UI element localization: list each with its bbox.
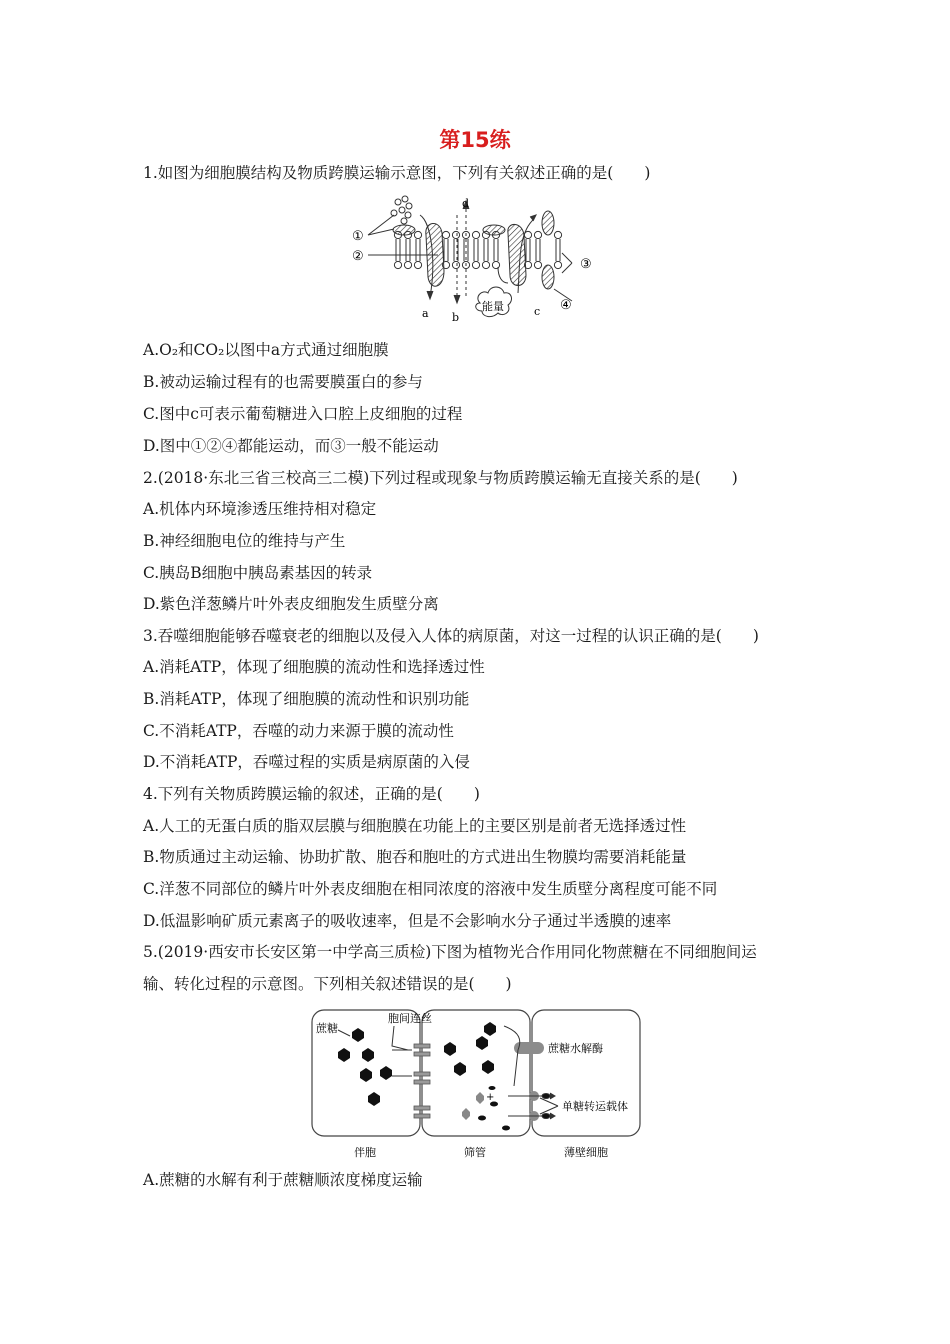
letter-b: b: [452, 311, 460, 324]
q1-option-d: D.图中①②④都能运动，而③一般不能运动: [143, 437, 439, 455]
q1-stem: 1.如图为细胞膜结构及物质跨膜运输示意图，下列有关叙述正确的是( ): [143, 164, 651, 182]
label-sucrose: 蔗糖: [316, 1022, 338, 1035]
q2-option-d: D.紫色洋葱鳞片叶外表皮细胞发生质壁分离: [143, 595, 439, 613]
label-2: ②: [352, 249, 364, 264]
sieve-tube: [422, 1010, 530, 1136]
q3-stem: 3.吞噬细胞能够吞噬衰老的细胞以及侵入人体的病原菌，对这一过程的认识正确的是( ): [143, 627, 759, 645]
sucrose-transport-diagram: [308, 1006, 644, 1162]
plus-sign: +: [486, 1092, 495, 1103]
bilayer-bottom-heads: [394, 261, 561, 268]
label-parenchyma: 薄壁细胞: [564, 1146, 608, 1159]
q5-option-a: A.蔗糖的水解有利于蔗糖顺浓度梯度运输: [143, 1171, 423, 1189]
q4-option-b: B.物质通过主动运输、协助扩散、胞吞和胞吐的方式进出生物膜均需要消耗能量: [143, 848, 687, 866]
q1-option-a: A.O₂和CO₂以图中a方式通过细胞膜: [143, 341, 389, 359]
bilayer-top-heads: [394, 231, 561, 238]
energy-label: 能量: [482, 300, 504, 313]
membrane-diagram: [348, 193, 608, 327]
label-3: ③: [580, 257, 592, 272]
q3-option-b: B.消耗ATP，体现了细胞膜的流动性和识别功能: [143, 690, 470, 708]
embedded-protein-4: [542, 265, 554, 289]
label-1: ①: [352, 229, 364, 244]
label-plasmodesmata: 胞间连丝: [388, 1012, 432, 1025]
carrier-protein-right: [508, 224, 526, 285]
bilayer-tails: [396, 239, 560, 261]
q2-stem: 2.(2018·东北三省三校高三二模)下列过程或现象与物质跨膜运输无直接关系的是( ): [143, 469, 738, 487]
label-sieve-tube: 筛管: [464, 1146, 486, 1159]
label-carrier: 单糖转运载体: [562, 1100, 628, 1113]
q1-option-b: B.被动运输过程有的也需要膜蛋白的参与: [143, 373, 423, 391]
surface-protein: [542, 211, 554, 235]
q4-option-d: D.低温影响矿质元素离子的吸收速率，但是不会影响水分子通过半透膜的速率: [143, 912, 672, 930]
letter-c: c: [534, 305, 541, 318]
q2-option-b: B.神经细胞电位的维持与产生: [143, 532, 346, 550]
q3-option-a: A.消耗ATP，体现了细胞膜的流动性和选择透过性: [143, 658, 485, 676]
peripheral-protein: [483, 225, 505, 235]
q3-option-c: C.不消耗ATP，吞噬的动力来源于膜的流动性: [143, 722, 454, 740]
q5-stem-line2: 输、转化过程的示意图。下列相关叙述错误的是( ): [143, 975, 512, 993]
q1-option-c: C.图中c可表示葡萄糖进入口腔上皮细胞的过程: [143, 405, 463, 423]
label-4: ④: [560, 298, 572, 313]
q4-option-c: C.洋葱不同部位的鳞片叶外表皮细胞在相同浓度的溶液中发生质壁分离程度可能不同: [143, 880, 718, 898]
plasmodesmata: [414, 1044, 430, 1118]
q5-stem-line1: 5.(2019·西安市长安区第一中学高三质检)下图为植物光合作用同化物蔗糖在不同细胞间运: [143, 943, 757, 961]
letter-d: d: [462, 197, 470, 210]
glycoprotein: [391, 196, 415, 235]
q4-stem: 4.下列有关物质跨膜运输的叙述，正确的是( ): [143, 785, 480, 803]
q3-option-d: D.不消耗ATP，吞噬过程的实质是病原菌的入侵: [143, 753, 470, 771]
q2-option-c: C.胰岛B细胞中胰岛素基因的转录: [143, 564, 373, 582]
page-title: 第15练: [439, 128, 511, 152]
q2-option-a: A.机体内环境渗透压维持相对稳定: [143, 500, 377, 518]
label-invertase: 蔗糖水解酶: [548, 1042, 603, 1055]
letter-a: a: [422, 307, 429, 320]
label-companion-cell: 伴胞: [354, 1146, 376, 1159]
q4-option-a: A.人工的无蛋白质的脂双层膜与细胞膜在功能上的主要区别是前者无选择透过性: [143, 817, 687, 835]
